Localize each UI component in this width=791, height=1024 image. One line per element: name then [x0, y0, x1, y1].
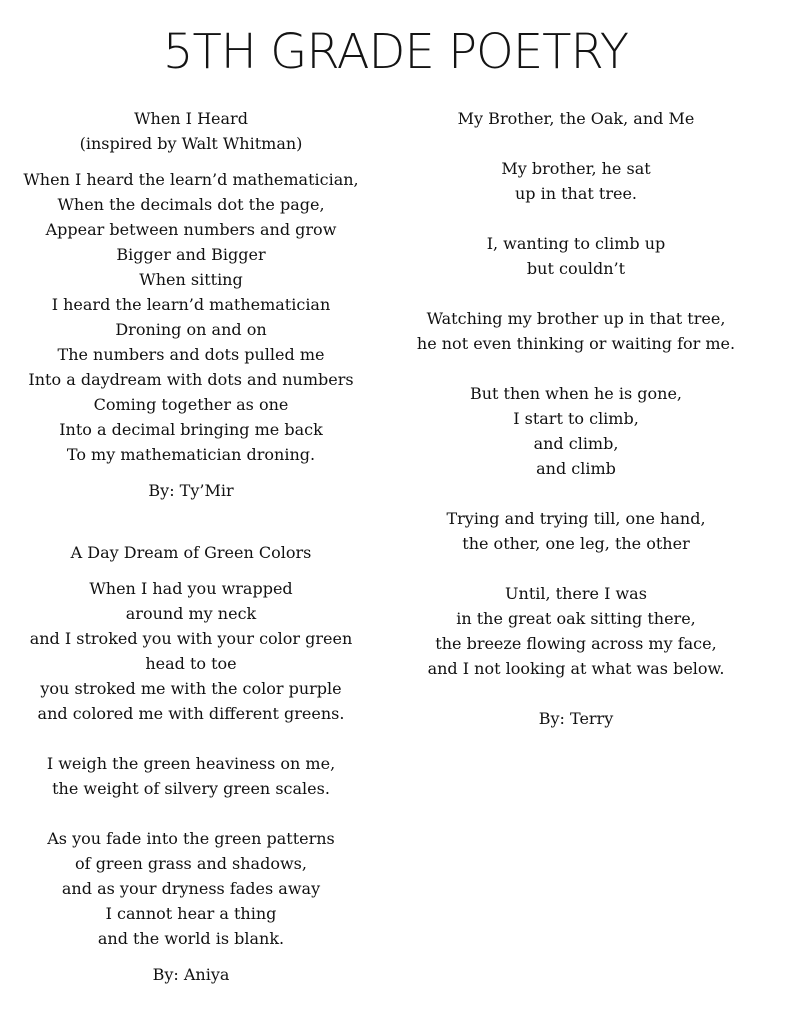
poem-line: My brother, he sat [501, 159, 651, 178]
poem-line: I start to climb, [513, 409, 639, 428]
poem-author: By: Ty’Mir [148, 481, 234, 500]
poem-stanza [394, 581, 758, 681]
poem-line: the other, one leg, the other [462, 534, 690, 553]
poem-line: Droning on and on [115, 320, 267, 339]
poem-line: I weigh the green heaviness on me, [46, 754, 336, 773]
poem-line: Watching my brother up in that tree, [426, 309, 726, 328]
poem-line: When I heard the learn’d mathematician, [23, 170, 359, 189]
poem-line: Into a decimal bringing me back [59, 420, 323, 439]
stanza-break [394, 131, 758, 156]
poem-stanza [394, 231, 758, 281]
poem-line: and climb, [533, 434, 619, 453]
poem-brother-oak [394, 106, 758, 731]
stanza-break [0, 801, 382, 826]
poem-line: I heard the learn’d mathematician [51, 295, 331, 314]
poem-line: Appear between numbers and grow [45, 220, 337, 239]
poem-line: head to toe [145, 654, 237, 673]
poem-stanza [394, 156, 758, 206]
poem-line: the breeze flowing across my face, [435, 634, 717, 653]
poem-line: and I not looking at what was below. [427, 659, 725, 678]
page-title: 5TH GRADE POETRY [162, 24, 629, 80]
poem-line: but couldn’t [526, 259, 626, 278]
poem-line: I, wanting to climb up [486, 234, 666, 253]
stanza-break [394, 556, 758, 581]
poem-line: To my mathematician droning. [66, 445, 316, 464]
poem-line: up in that tree. [514, 184, 638, 203]
poem-line: Until, there I was [505, 584, 647, 603]
poem-stanza [0, 826, 382, 951]
poem-line: around my neck [125, 604, 257, 623]
poem-line: Coming together as one [93, 395, 289, 414]
stanza-break [394, 356, 758, 381]
poem-line: he not even thinking or waiting for me. [416, 334, 736, 353]
poem-line: When the decimals dot the page, [57, 195, 325, 214]
poem-when-i-heard [0, 106, 382, 503]
stanza-break [394, 206, 758, 231]
poem-line: The numbers and dots pulled me [57, 345, 325, 364]
poem-line: Trying and trying till, one hand, [446, 509, 706, 528]
poem-stanza [0, 167, 382, 467]
poem-stanza [394, 506, 758, 556]
poem-line: and the world is blank. [97, 929, 285, 948]
poem-subtitle: (inspired by Walt Whitman) [79, 134, 303, 153]
stanza-break [394, 681, 758, 706]
poem-green-colors [0, 540, 382, 987]
poem-stanza [394, 381, 758, 481]
poem-line: and as your dryness fades away [61, 879, 321, 898]
poem-line: and colored me with different greens. [37, 704, 345, 723]
poem-line: and climb [536, 459, 616, 478]
poem-line: As you fade into the green patterns [47, 829, 335, 848]
poem-line: When I had you wrapped [89, 579, 293, 598]
stanza-break [394, 281, 758, 306]
poem-line: you stroked me with the color purple [40, 679, 342, 698]
poem-line: and I stroked you with your color green [29, 629, 353, 648]
poem-title: My Brother, the Oak, and Me [457, 109, 695, 128]
poem-author: By: Aniya [152, 965, 230, 984]
poem-line: When sitting [139, 270, 243, 289]
poem-line: I cannot hear a thing [105, 904, 277, 923]
poem-line: the weight of silvery green scales. [52, 779, 330, 798]
poem-author: By: Terry [538, 709, 614, 728]
poem-line: in the great oak sitting there, [456, 609, 696, 628]
poem-stanza [0, 751, 382, 801]
stanza-break [394, 481, 758, 506]
stanza-break [0, 726, 382, 751]
poem-line: Bigger and Bigger [116, 245, 266, 264]
poem-line: of green grass and shadows, [75, 854, 307, 873]
poem-line: But then when he is gone, [469, 384, 683, 403]
poem-title: When I Heard [134, 109, 248, 128]
poem-title: A Day Dream of Green Colors [70, 543, 312, 562]
poem-line: Into a daydream with dots and numbers [28, 370, 354, 389]
poem-stanza [394, 306, 758, 356]
poem-stanza [0, 576, 382, 726]
